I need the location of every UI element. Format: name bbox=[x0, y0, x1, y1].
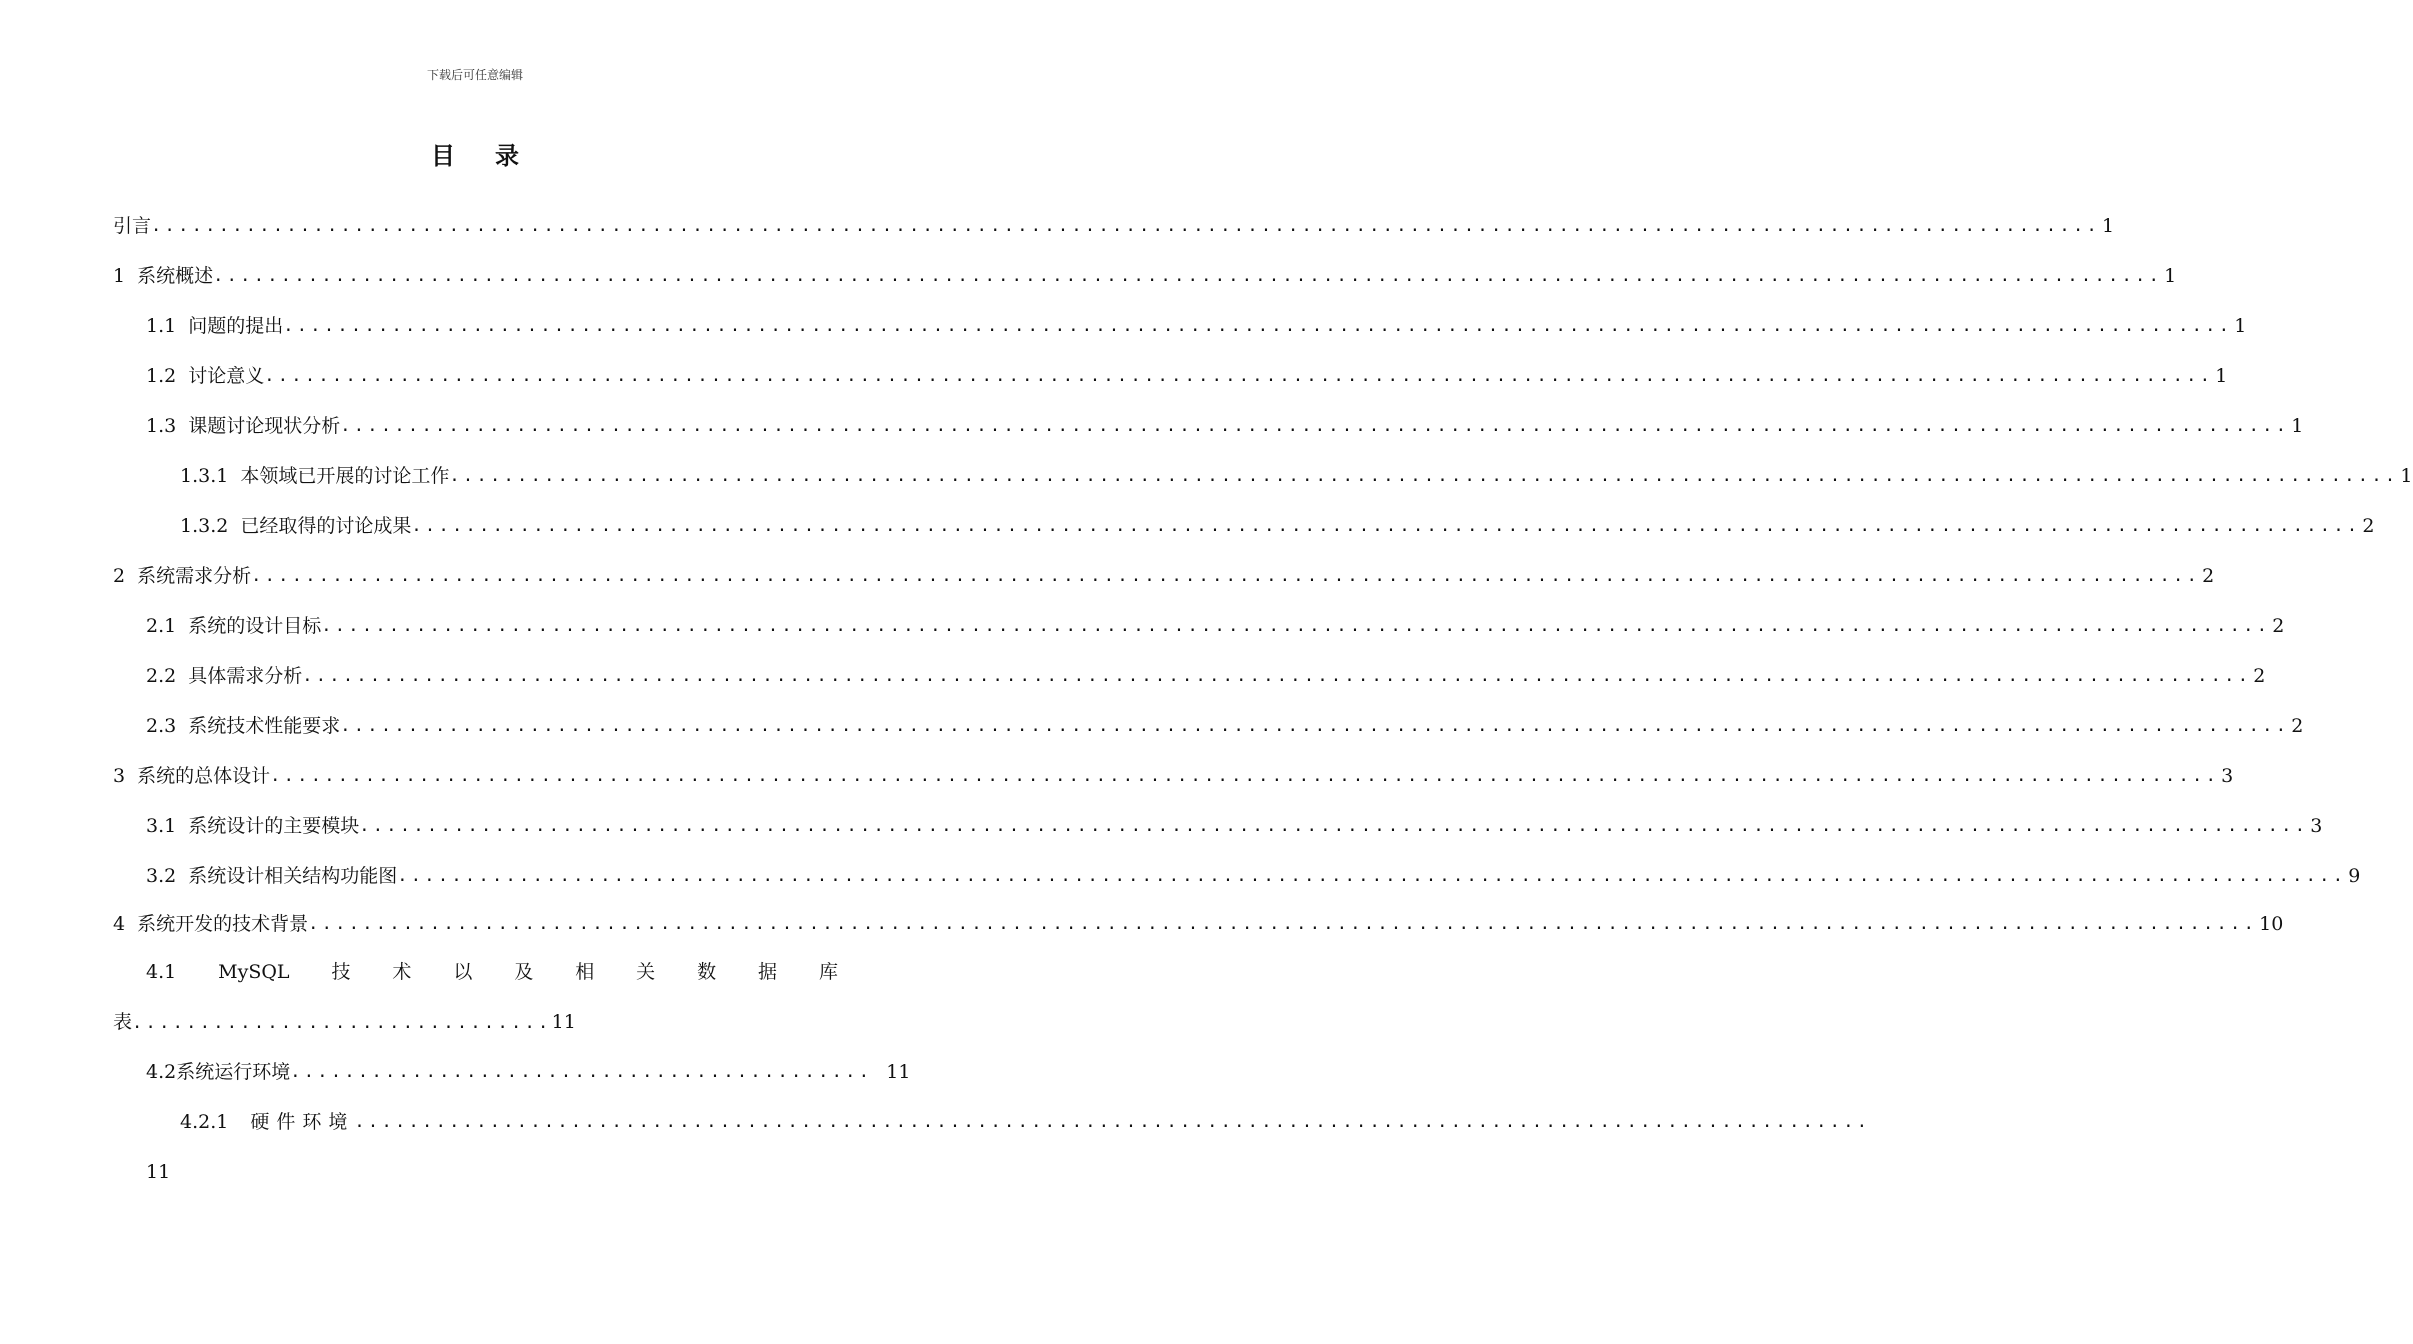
toc-entry-number: 2.2 bbox=[146, 665, 177, 687]
toc-entry[interactable] bbox=[113, 910, 2284, 938]
toc-entry-justified[interactable] bbox=[146, 958, 838, 986]
toc-leader bbox=[283, 312, 2232, 340]
toc-word: 数 bbox=[697, 961, 717, 983]
toc-entry[interactable] bbox=[146, 712, 2304, 740]
toc-leader bbox=[354, 1108, 1870, 1136]
toc-entry-text: 系统开发的技术背景 bbox=[137, 913, 309, 935]
toc-leader bbox=[251, 562, 2200, 590]
toc-leader: ........................................... bbox=[290, 1062, 873, 1082]
toc-entry-number: 1.2 bbox=[146, 365, 177, 387]
toc-entry-number: 1 bbox=[113, 265, 126, 287]
toc-entry-number: 4 bbox=[113, 913, 126, 935]
toc-word: 据 bbox=[758, 961, 778, 983]
toc-entry-text: 系统的总体设计 bbox=[137, 765, 271, 787]
toc-page-number: 1 bbox=[2102, 215, 2115, 237]
toc-word: 以 bbox=[453, 961, 473, 983]
toc-entry[interactable] bbox=[146, 1058, 911, 1086]
toc-entry-text: 问题的提出 bbox=[188, 315, 284, 337]
toc-entry[interactable] bbox=[146, 312, 2247, 340]
toc-page-number: 1 bbox=[2215, 365, 2228, 387]
toc-leader bbox=[151, 212, 2100, 240]
toc-entry-text: 系统运行环境 bbox=[176, 1061, 291, 1083]
toc-entry-number: 1.1 bbox=[146, 315, 177, 337]
toc-entry-number: 1.3 bbox=[146, 415, 177, 437]
toc-entry-number: 1.3.2 bbox=[180, 515, 229, 537]
toc-page-number: 1 bbox=[2400, 465, 2413, 487]
toc-entry-number: 1.3.1 bbox=[180, 465, 229, 487]
toc-entry-number: 3.1 bbox=[146, 815, 177, 837]
toc-page-number: 1 bbox=[2234, 315, 2247, 337]
toc-leader bbox=[270, 762, 2219, 790]
toc-leader bbox=[302, 662, 2251, 690]
toc-entry[interactable] bbox=[180, 512, 2375, 540]
toc-entry-text: 本领域已开展的讨论工作 bbox=[240, 465, 450, 487]
toc-entry[interactable] bbox=[146, 662, 2266, 690]
header-note: 下载后可任意编辑 bbox=[426, 68, 523, 82]
toc-entry-number: 2 bbox=[113, 565, 126, 587]
toc-page-number: 2 bbox=[2291, 715, 2304, 737]
toc-page-number: 1 bbox=[2164, 265, 2177, 287]
toc-leader bbox=[264, 362, 2213, 390]
toc-word: 4.1 bbox=[146, 961, 177, 983]
toc-entry[interactable] bbox=[113, 762, 2234, 790]
toc-page-number: 3 bbox=[2221, 765, 2234, 787]
toc-leader: ............................... bbox=[132, 1013, 552, 1033]
toc-word: 及 bbox=[514, 961, 534, 983]
toc-page-number: 11 bbox=[146, 1161, 171, 1183]
toc-leader bbox=[449, 462, 2398, 490]
toc-entry-number: 3 bbox=[113, 765, 126, 787]
toc-page-number: 2 bbox=[2362, 515, 2375, 537]
toc-entry[interactable] bbox=[146, 612, 2285, 640]
toc-entry-text: 系统技术性能要求 bbox=[188, 715, 341, 737]
toc-entry-number: 3.2 bbox=[146, 865, 177, 887]
toc-page-number: 9 bbox=[2348, 865, 2361, 887]
toc-page-number: 1 bbox=[2291, 415, 2304, 437]
toc-page-number: 11 bbox=[551, 1011, 576, 1033]
toc-entry-continuation[interactable] bbox=[113, 1008, 576, 1036]
toc-entry[interactable] bbox=[113, 212, 2115, 240]
toc-word: 技 bbox=[331, 961, 351, 983]
toc-entry[interactable] bbox=[113, 562, 2215, 590]
toc-entry-text: 表 bbox=[113, 1011, 133, 1033]
toc-page-number: 2 bbox=[2272, 615, 2285, 637]
toc-word: 相 bbox=[575, 961, 595, 983]
toc-leader bbox=[308, 910, 2257, 938]
toc-page-number: 2 bbox=[2253, 665, 2266, 687]
toc-entry-number: 2.3 bbox=[146, 715, 177, 737]
toc-entry-text: 系统设计相关结构功能图 bbox=[188, 865, 398, 887]
toc-page-number: 11 bbox=[886, 1061, 911, 1083]
toc-leader bbox=[321, 612, 2270, 640]
toc-entry-text: 具体需求分析 bbox=[188, 665, 303, 687]
toc-entry-text: 课题讨论现状分析 bbox=[188, 415, 341, 437]
toc-entry-text: 系统的设计目标 bbox=[188, 615, 322, 637]
toc-leader bbox=[411, 512, 2360, 540]
toc-entry-text: 硬件环境 bbox=[250, 1111, 355, 1133]
toc-entry[interactable] bbox=[180, 1108, 832, 1136]
toc-entry[interactable] bbox=[146, 812, 2323, 840]
toc-entry-text: 讨论意义 bbox=[188, 365, 265, 387]
toc-page-number: 2 bbox=[2202, 565, 2215, 587]
toc-word: MySQL bbox=[218, 961, 290, 983]
toc-entry[interactable] bbox=[146, 362, 2228, 390]
toc-entry-text: 引言 bbox=[113, 215, 152, 237]
toc-entry-number: 2.1 bbox=[146, 615, 177, 637]
toc-page-number: 3 bbox=[2310, 815, 2323, 837]
toc-word: 关 bbox=[636, 961, 656, 983]
toc-entry-text: 系统需求分析 bbox=[137, 565, 252, 587]
page-title: 目录 bbox=[431, 141, 559, 170]
toc-leader bbox=[340, 712, 2289, 740]
toc-leader bbox=[397, 862, 2346, 890]
toc-leader bbox=[340, 412, 2289, 440]
toc-page-number: 10 bbox=[2259, 913, 2284, 935]
toc-entry[interactable] bbox=[180, 462, 2413, 490]
toc-entry-text: 系统概述 bbox=[137, 265, 214, 287]
toc-entry[interactable] bbox=[146, 412, 2304, 440]
toc-word: 术 bbox=[392, 961, 412, 983]
toc-leader bbox=[213, 262, 2162, 290]
toc-entry[interactable] bbox=[113, 262, 2177, 290]
toc-entry-number: 4.2 bbox=[146, 1061, 177, 1083]
toc-entry[interactable] bbox=[146, 862, 2361, 890]
toc-entry-number: 4.2.1 bbox=[180, 1111, 229, 1133]
toc-word: 库 bbox=[818, 961, 838, 983]
toc-entry-text: 系统设计的主要模块 bbox=[188, 815, 360, 837]
toc-entry-text: 已经取得的讨论成果 bbox=[240, 515, 412, 537]
toc-leader bbox=[359, 812, 2308, 840]
